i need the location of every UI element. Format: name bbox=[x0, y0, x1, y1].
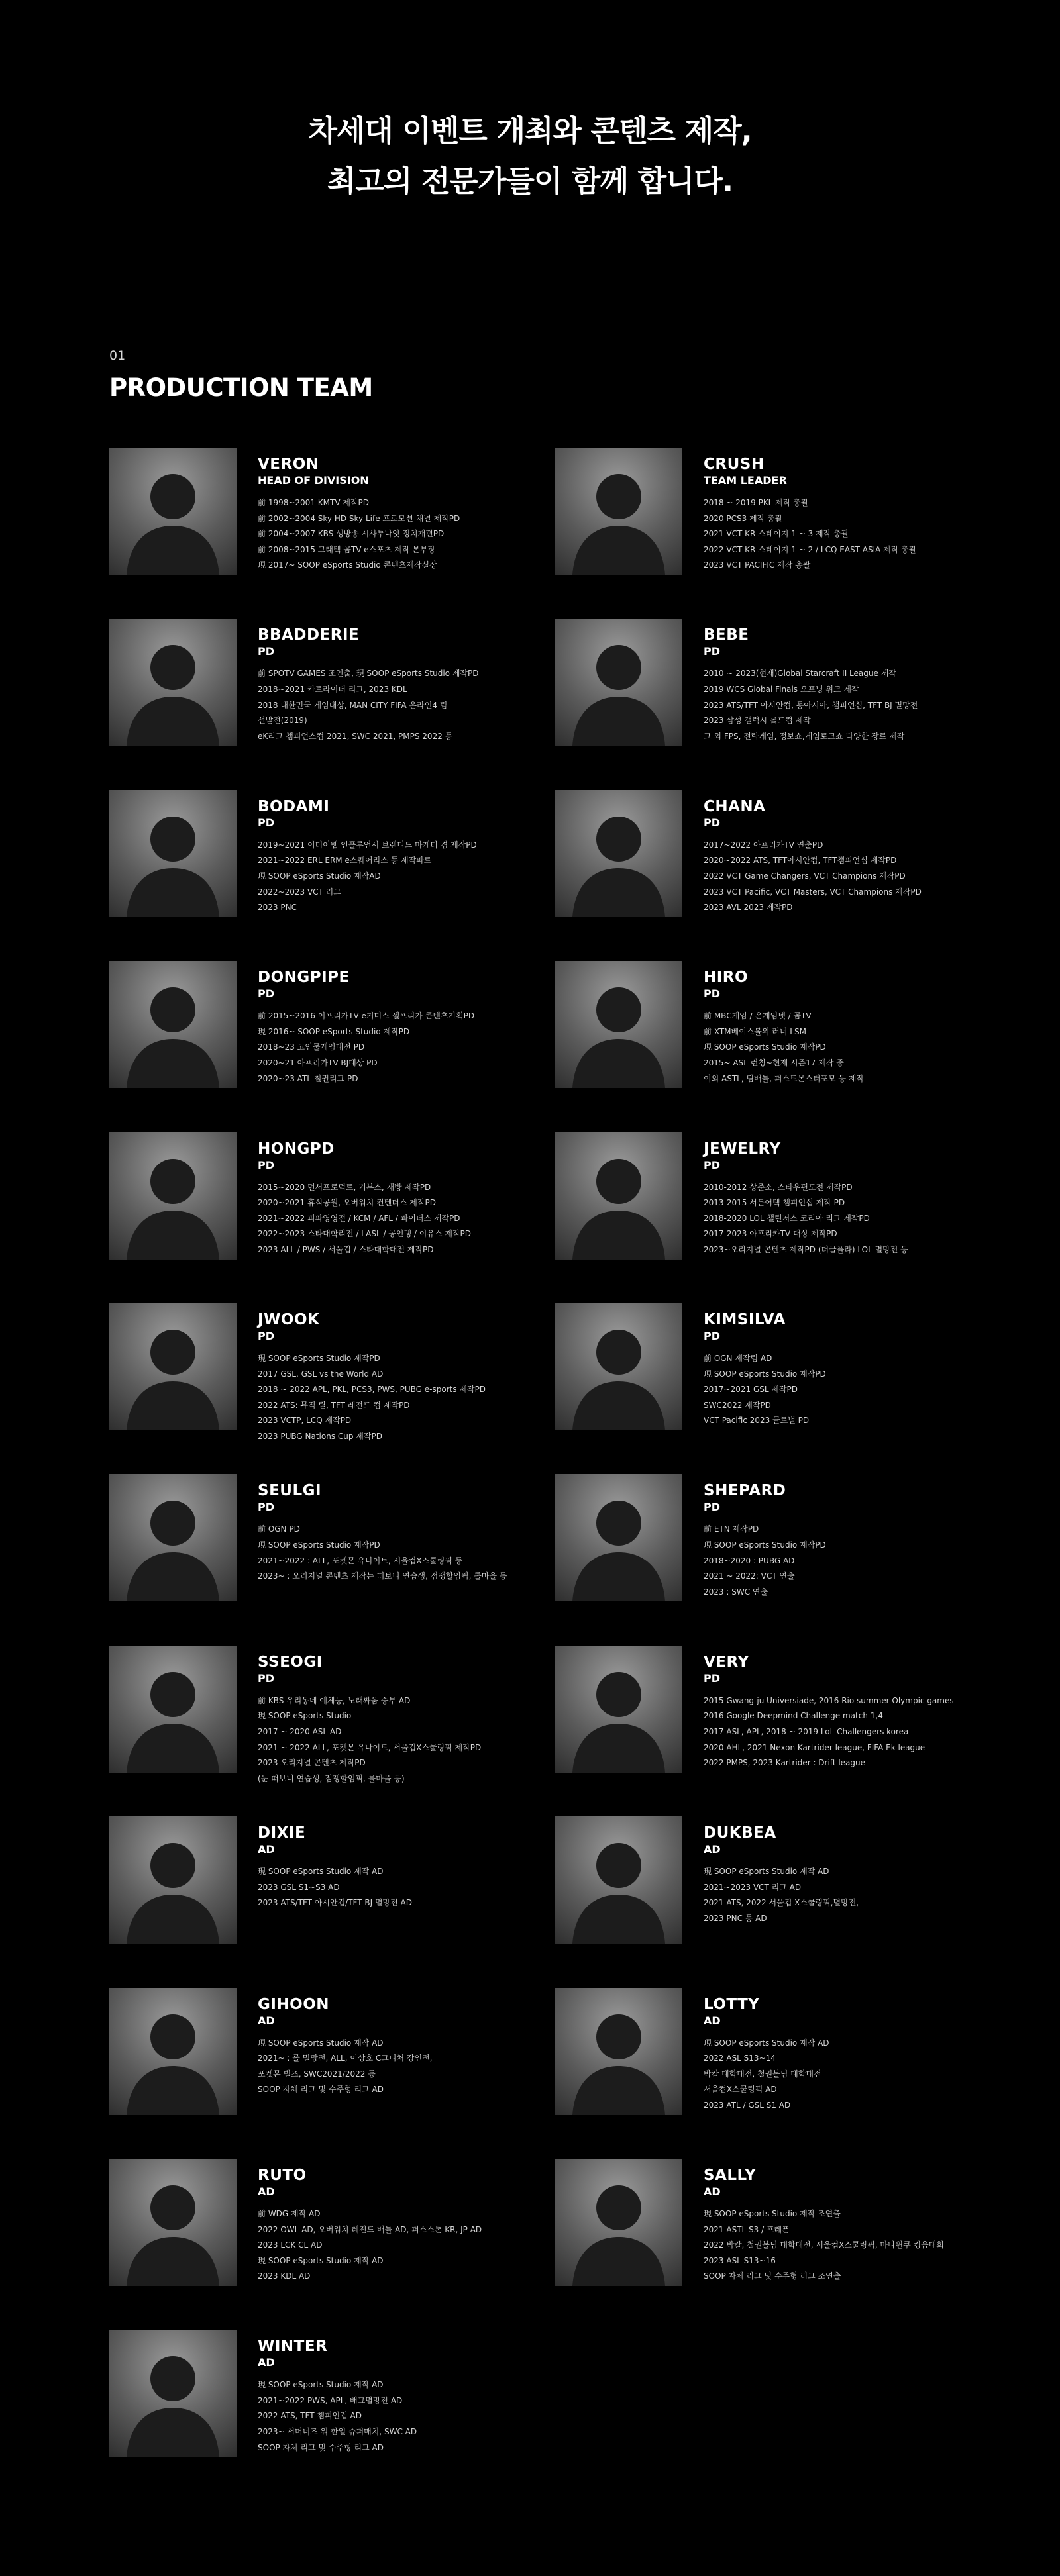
person-silhouette-icon bbox=[555, 2159, 682, 2286]
history-line: 2021 VCT KR 스테이지 1 ~ 3 제작 총괄 bbox=[704, 529, 849, 539]
history-line: 2017 GSL, GSL vs the World AD bbox=[258, 1369, 384, 1379]
member-photo bbox=[109, 1988, 237, 2115]
history-line: 2023 GSL S1~S3 AD bbox=[258, 1882, 340, 1892]
history-line: 2015~2020 던서프로덕트, 기부스, 재방 제작PD bbox=[258, 1182, 431, 1192]
member-history bbox=[704, 1864, 859, 1926]
member-card bbox=[109, 1816, 555, 1987]
history-line: 2022 ATS: 뮤직 릴, TFT 레전드 컵 제작PD bbox=[258, 1400, 410, 1410]
member-card bbox=[555, 1474, 964, 1645]
hero-line-2: 최고의 전문가들이 함께 합니다. bbox=[327, 164, 733, 199]
member-name: KIMSILVA bbox=[704, 1311, 786, 1328]
person-silhouette-icon bbox=[109, 1132, 237, 1260]
member-history bbox=[258, 2206, 482, 2285]
member-info bbox=[258, 1646, 481, 1787]
hero-heading bbox=[0, 106, 1060, 207]
history-line: 2019~2021 이더어웹 인플루언서 브랜디드 마케터 겸 제작PD bbox=[258, 840, 477, 850]
member-name: SALLY bbox=[704, 2166, 757, 2184]
member-history bbox=[704, 495, 916, 573]
history-line: SOOP 자체 리그 및 수주형 리그 조연출 bbox=[704, 2271, 841, 2281]
member-name: SSEOGI bbox=[258, 1653, 323, 1671]
member-card bbox=[109, 790, 555, 961]
person-silhouette-icon bbox=[109, 1816, 237, 1944]
history-line: 2017~2021 GSL 제작PD bbox=[704, 1385, 798, 1395]
history-line: 2023 ATL / GSL S1 AD bbox=[704, 2100, 791, 2110]
history-line: 前 MBC게임 / 온게임넷 / 곰TV bbox=[704, 1011, 812, 1021]
member-name: SEULGI bbox=[258, 1482, 322, 1500]
member-name: DUKBEA bbox=[704, 1824, 776, 1842]
history-line: 現 SOOP eSports Studio 제작 AD bbox=[704, 1867, 829, 1877]
history-line: 現 SOOP eSports Studio 제작PD bbox=[704, 1042, 826, 1052]
history-line: 前 KBS 우리동네 예체능, 노래싸움 승부 AD bbox=[258, 1695, 411, 1705]
history-line: 2022 VCT KR 스테이지 1 ~ 2 / LCQ EAST ASIA 제작 총괄 bbox=[704, 544, 917, 554]
history-line: eK리그 챔피언스컵 2021, SWC 2021, PMPS 2022 등 bbox=[258, 731, 453, 741]
member-photo bbox=[555, 448, 682, 575]
member-photo bbox=[109, 1303, 237, 1430]
person-silhouette-icon bbox=[109, 448, 237, 575]
history-line: 2023~ : 오리지널 콘텐츠 제작는 떠보니 연습생, 점쟁할임픽, 롤마을 등 bbox=[258, 1571, 507, 1581]
history-line: 前 2015~2016 이프리카TV e커머스 셀프리카 콘텐츠기획PD bbox=[258, 1011, 475, 1021]
history-line: 現 SOOP eSports Studio 제작 AD bbox=[258, 2380, 384, 2390]
member-role: PD bbox=[258, 987, 275, 1001]
member-role: PD bbox=[258, 1501, 275, 1514]
member-role: PD bbox=[704, 1501, 721, 1514]
history-line: 박칼 대학대전, 철권볼님 대학대전 bbox=[704, 2069, 822, 2079]
history-line: 2010-2012 상준소, 스타우편도전 제작PD bbox=[704, 1182, 853, 1192]
member-info bbox=[704, 448, 916, 573]
history-line: 2020 AHL, 2021 Nexon Kartrider league, FIFA Ek league bbox=[704, 1742, 926, 1752]
history-line: 2020~2022 ATS, TFT아시안컵, TFT챔피언십 제작PD bbox=[704, 856, 897, 866]
history-line: 現 SOOP eSports Studio 제작 AD bbox=[258, 2038, 384, 2048]
member-name: CRUSH bbox=[704, 456, 765, 473]
history-line: 前 2004~2007 KBS 생방송 시사투나잇 정치개편PD bbox=[258, 529, 445, 539]
member-name: VERON bbox=[258, 456, 319, 473]
member-photo bbox=[109, 2159, 237, 2286]
member-history bbox=[704, 2036, 829, 2114]
member-info bbox=[258, 2159, 482, 2285]
member-photo bbox=[555, 1816, 682, 1944]
history-line: 2023 PUBG Nations Cup 제작PD bbox=[258, 1431, 382, 1441]
member-history bbox=[258, 666, 478, 744]
member-card bbox=[555, 448, 964, 619]
history-line: (눈 떠보니 연습생, 점쟁할임픽, 롤마을 등) bbox=[258, 1773, 405, 1783]
member-history bbox=[258, 1864, 412, 1911]
member-name: DIXIE bbox=[258, 1824, 306, 1842]
member-card bbox=[555, 619, 964, 789]
history-line: 2021~2022 PWS, APL, 배그멸망전 AD bbox=[258, 2395, 403, 2405]
history-line: 이외 ASTL, 팀배틀, 퍼스트몬스터포모 등 제작 bbox=[704, 1073, 865, 1083]
member-role: PD bbox=[704, 645, 721, 658]
member-name: JEWELRY bbox=[704, 1140, 781, 1158]
member-info bbox=[258, 1816, 412, 1911]
member-history bbox=[258, 1009, 474, 1087]
person-silhouette-icon bbox=[555, 1988, 682, 2115]
history-line: 現 SOOP eSports Studio 제작 AD bbox=[258, 1867, 384, 1877]
history-line: 서울컵X스쿨링픽 AD bbox=[704, 2085, 777, 2095]
history-line: 現 2016~ SOOP eSports Studio 제작PD bbox=[258, 1026, 410, 1036]
member-photo bbox=[555, 1474, 682, 1601]
history-line: 2010 ~ 2023(현재)Global Starcraft II League 제작 bbox=[704, 669, 896, 679]
history-line: 2016 Google Deepmind Challenge match 1,4 bbox=[704, 1711, 883, 1721]
member-history bbox=[704, 1351, 826, 1429]
member-role: AD bbox=[258, 2014, 275, 2027]
person-silhouette-icon bbox=[555, 1646, 682, 1773]
member-info bbox=[704, 790, 922, 916]
member-card bbox=[109, 1474, 555, 1645]
history-line: 2023 오리지널 콘텐츠 제작PD bbox=[258, 1758, 366, 1768]
person-silhouette-icon bbox=[109, 2159, 237, 2286]
member-history bbox=[704, 1522, 826, 1600]
member-role: AD bbox=[704, 2185, 721, 2198]
history-line: 2020~2021 휴식공원, 오버워치 컨텐더스 제작PD bbox=[258, 1198, 436, 1208]
member-role: PD bbox=[704, 1671, 721, 1685]
member-info bbox=[258, 961, 474, 1087]
member-photo bbox=[555, 1646, 682, 1773]
person-silhouette-icon bbox=[109, 961, 237, 1088]
person-silhouette-icon bbox=[555, 1474, 682, 1601]
history-line: 現 SOOP eSports Studio 제작PD bbox=[704, 1540, 826, 1550]
member-card bbox=[555, 961, 964, 1132]
history-line: 2021 ATS, 2022 서울컵 X스쿨링픽,멸망전, bbox=[704, 1898, 859, 1908]
member-role: PD bbox=[258, 645, 275, 658]
member-card bbox=[109, 448, 555, 619]
member-role: AD bbox=[258, 1843, 275, 1856]
member-photo bbox=[555, 790, 682, 917]
member-info bbox=[258, 1132, 471, 1258]
member-card bbox=[109, 1132, 555, 1303]
member-history bbox=[704, 1009, 864, 1087]
member-photo bbox=[109, 619, 237, 746]
person-silhouette-icon bbox=[109, 1474, 237, 1601]
member-card bbox=[555, 1646, 964, 1816]
history-line: 2021~2022 ERL ERM e스퀘어리스 등 제작파트 bbox=[258, 856, 432, 866]
member-role: PD bbox=[704, 1329, 721, 1342]
member-name: VERY bbox=[704, 1653, 749, 1671]
history-line: 現 SOOP eSports Studio 제작 AD bbox=[258, 2255, 384, 2265]
history-line: 선발전(2019) bbox=[258, 716, 307, 726]
history-line: 2023 PNC 등 AD bbox=[704, 1913, 767, 1923]
member-card bbox=[555, 1816, 964, 1987]
member-info bbox=[704, 1988, 829, 2114]
member-info bbox=[704, 1303, 826, 1429]
history-line: 現 SOOP eSports Studio 제작 조연출 bbox=[704, 2208, 841, 2218]
member-info bbox=[258, 1988, 432, 2098]
history-line: 2018 ~ 2022 APL, PKL, PCS3, PWS, PUBG e-sports 제작PD bbox=[258, 1385, 486, 1395]
member-history bbox=[258, 1522, 507, 1584]
history-line: 2023 ASL S13~16 bbox=[704, 2255, 776, 2265]
history-line: 2021~2023 VCT 리그 AD bbox=[704, 1882, 802, 1892]
member-info bbox=[704, 1474, 826, 1600]
member-name: DONGPIPE bbox=[258, 969, 350, 987]
member-info bbox=[258, 1303, 486, 1445]
person-silhouette-icon bbox=[555, 619, 682, 746]
history-line: 2022~2023 스타대학리전 / LASL / 공인랭 / 이유스 제작PD bbox=[258, 1229, 472, 1239]
member-info bbox=[704, 1816, 859, 1926]
member-info bbox=[258, 1474, 507, 1584]
member-name: HIRO bbox=[704, 969, 749, 987]
person-silhouette-icon bbox=[555, 448, 682, 575]
history-line: 2021~2022 : ALL, 포켓몬 유나이트, 서울컵X스쿨링픽 등 bbox=[258, 1556, 463, 1565]
history-line: 2018 대한민국 게임대상, MAN CITY FIFA 온라인4 팀 bbox=[258, 700, 448, 710]
member-name: HONGPD bbox=[258, 1140, 335, 1158]
team-grid bbox=[109, 448, 964, 2501]
history-line: 2018 ~ 2019 PKL 제작 총괄 bbox=[704, 498, 809, 507]
member-role: AD bbox=[258, 2356, 275, 2369]
history-line: 2022 박칼, 철권볼님 대학대전, 서울컵X스쿨링픽, 마나윈쿠 킹윰대회 bbox=[704, 2240, 944, 2250]
history-line: 2023 VCT Pacific, VCT Masters, VCT Champions 제작PD bbox=[704, 887, 922, 897]
member-history bbox=[258, 1351, 486, 1445]
history-line: 前 ETN 제작PD bbox=[704, 1524, 759, 1534]
member-card bbox=[109, 1988, 555, 2159]
history-line: 2015~ ASL 런칭~현재 시즌17 제작 중 bbox=[704, 1058, 844, 1067]
person-silhouette-icon bbox=[555, 961, 682, 1088]
member-name: SHEPARD bbox=[704, 1482, 786, 1500]
history-line: 2015 Gwang-ju Universiade, 2016 Rio summer Olympic games bbox=[704, 1695, 954, 1705]
member-card bbox=[109, 2330, 555, 2501]
history-line: 前 2008~2015 그래텍 곰TV e스포츠 제작 본부장 bbox=[258, 544, 436, 554]
member-card bbox=[555, 1132, 964, 1303]
member-photo bbox=[109, 1132, 237, 1260]
member-photo bbox=[555, 1132, 682, 1260]
history-line: 2020~21 아프리카TV BJ대상 PD bbox=[258, 1058, 378, 1067]
history-line: 2020~23 ATL 철권리그 PD bbox=[258, 1073, 358, 1083]
history-line: 2023~오리지널 콘텐츠 제작PD (더글플라) LOL 멸망전 등 bbox=[704, 1244, 908, 1254]
member-history bbox=[258, 838, 477, 916]
member-name: JWOOK bbox=[258, 1311, 320, 1328]
member-photo bbox=[109, 1816, 237, 1944]
member-role: AD bbox=[258, 2185, 275, 2198]
history-line: 前 SPOTV GAMES 조연출, 現 SOOP eSports Studio 제작PD bbox=[258, 669, 479, 679]
history-line: SWC2022 제작PD bbox=[704, 1400, 771, 1410]
history-line: 2021 ~ 2022: VCT 연출 bbox=[704, 1571, 795, 1581]
member-card bbox=[109, 2159, 555, 2330]
history-line: 2023 ALL / PWS / 서울컵 / 스타대학대전 제작PD bbox=[258, 1244, 434, 1254]
member-name: BODAMI bbox=[258, 797, 330, 815]
member-card bbox=[555, 1303, 964, 1474]
member-history bbox=[704, 1180, 908, 1258]
member-name: WINTER bbox=[258, 2338, 328, 2355]
history-line: 2021 ~ 2022 ALL, 포켓몬 유나이트, 서울컵X스쿨링픽 제작PD bbox=[258, 1742, 482, 1752]
person-silhouette-icon bbox=[555, 1132, 682, 1260]
history-line: 그 외 FPS, 전략게임, 정보쇼,게임토크쇼 다양한 장르 제작 bbox=[704, 731, 905, 741]
member-name: CHANA bbox=[704, 797, 766, 815]
history-line: 2022 OWL AD, 오버워치 레전드 배틀 AD, 퍼스스톤 KR, JP AD bbox=[258, 2224, 482, 2234]
history-line: 2017 ASL, APL, 2018 ~ 2019 LoL Challengers korea bbox=[704, 1726, 909, 1736]
person-silhouette-icon bbox=[109, 619, 237, 746]
history-line: 前 OGN PD bbox=[258, 1524, 300, 1534]
member-photo bbox=[555, 1988, 682, 2115]
member-role: PD bbox=[258, 1329, 275, 1342]
history-line: 2017~2022 아프리카TV 연출PD bbox=[704, 840, 823, 850]
member-info bbox=[258, 2330, 417, 2455]
member-card bbox=[109, 1646, 555, 1816]
member-name: RUTO bbox=[258, 2166, 307, 2184]
member-photo bbox=[555, 1303, 682, 1430]
member-history bbox=[704, 838, 922, 916]
history-line: 前 XTM베이스볼위 러너 LSM bbox=[704, 1026, 806, 1036]
hero-line-1: 차세대 이벤트 개최와 콘텐츠 제작, bbox=[308, 113, 752, 148]
member-photo bbox=[109, 448, 237, 575]
history-line: 2020 PCS3 제작 총괄 bbox=[704, 513, 783, 523]
member-info bbox=[258, 619, 478, 744]
history-line: 2021~2022 피파영영전 / KCM / AFL / 파이더스 제작PD bbox=[258, 1213, 460, 1223]
member-info bbox=[258, 448, 460, 573]
member-name: GIHOON bbox=[258, 1995, 330, 2013]
history-line: SOOP 자체 리그 및 수주형 리그 AD bbox=[258, 2442, 384, 2452]
person-silhouette-icon bbox=[109, 1988, 237, 2115]
history-line: SOOP 자체 리그 및 수주형 리그 AD bbox=[258, 2085, 384, 2095]
history-line: 現 SOOP eSports Studio 제작PD bbox=[704, 1369, 826, 1379]
history-line: 現 SOOP eSports Studio bbox=[258, 1711, 352, 1721]
history-line: 2023 PNC bbox=[258, 903, 297, 913]
member-role: AD bbox=[704, 2014, 721, 2027]
history-line: 2017-2023 아프리카TV 대상 제작PD bbox=[704, 1229, 837, 1239]
member-info bbox=[704, 961, 864, 1087]
member-name: LOTTY bbox=[704, 1995, 760, 2013]
member-role: AD bbox=[704, 1843, 721, 1856]
member-photo bbox=[109, 790, 237, 917]
history-line: 2023 ATS/TFT 아시안컵/TFT BJ 멸망전 AD bbox=[258, 1898, 412, 1908]
person-silhouette-icon bbox=[555, 1303, 682, 1430]
history-line: VCT Pacific 2023 글로벌 PD bbox=[704, 1416, 810, 1426]
person-silhouette-icon bbox=[109, 2330, 237, 2457]
member-info bbox=[258, 790, 477, 916]
history-line: 前 1998~2001 KMTV 제작PD bbox=[258, 498, 369, 507]
member-info bbox=[704, 619, 918, 744]
member-photo bbox=[555, 961, 682, 1088]
history-line: 2013-2015 서든어택 챔피언십 제작 PD bbox=[704, 1198, 845, 1208]
history-line: 2022~2023 VCT 리그 bbox=[258, 887, 341, 897]
history-line: 2023 VCTP, LCQ 제작PD bbox=[258, 1416, 352, 1426]
history-line: 포켓몬 빌즈, SWC2021/2022 등 bbox=[258, 2069, 376, 2079]
member-card bbox=[555, 1988, 964, 2159]
person-silhouette-icon bbox=[109, 1646, 237, 1773]
member-name: BEBE bbox=[704, 626, 749, 644]
member-role: PD bbox=[704, 1158, 721, 1171]
member-photo bbox=[109, 2330, 237, 2457]
history-line: 2022 ATS, TFT 챔피언컵 AD bbox=[258, 2411, 362, 2421]
member-card bbox=[555, 790, 964, 961]
history-line: 2018~2021 카트라이더 리그, 2023 KDL bbox=[258, 684, 407, 694]
history-line: 前 WDG 제작 AD bbox=[258, 2208, 321, 2218]
member-history bbox=[704, 1693, 954, 1771]
history-line: 2022 ASL S13~14 bbox=[704, 2054, 776, 2063]
history-line: 2023 AVL 2023 제작PD bbox=[704, 903, 793, 913]
history-line: 2023 LCK CL AD bbox=[258, 2240, 323, 2250]
person-silhouette-icon bbox=[555, 1816, 682, 1944]
history-line: 2017 ~ 2020 ASL AD bbox=[258, 1726, 342, 1736]
member-role: PD bbox=[258, 1158, 275, 1171]
member-photo bbox=[555, 619, 682, 746]
member-card bbox=[109, 961, 555, 1132]
history-line: 現 SOOP eSports Studio 제작PD bbox=[258, 1540, 380, 1550]
history-line: 前 2002~2004 Sky HD Sky Life 프로모션 채널 제작PD bbox=[258, 513, 460, 523]
member-history bbox=[704, 2206, 944, 2285]
member-info bbox=[704, 2159, 944, 2285]
history-line: 2023 : SWC 연출 bbox=[704, 1587, 768, 1597]
history-line: 2021 ASTL S3 / 프레픈 bbox=[704, 2224, 790, 2234]
member-role: PD bbox=[258, 1671, 275, 1685]
member-history bbox=[258, 2377, 417, 2455]
history-line: 2018~23 고인물게임대전 PD bbox=[258, 1042, 365, 1052]
member-card bbox=[555, 2159, 964, 2330]
history-line: 2023~ 서머너즈 워 한일 슈퍼매치, SWC AD bbox=[258, 2427, 417, 2437]
member-photo bbox=[555, 2159, 682, 2286]
history-line: 2022 VCT Game Changers, VCT Champions 제작PD bbox=[704, 871, 906, 881]
member-history bbox=[258, 1693, 481, 1787]
history-line: 2021~ : 롤 멸망전, ALL, 이상호 C그니처 장인전, bbox=[258, 2054, 433, 2063]
member-history bbox=[258, 495, 460, 573]
person-silhouette-icon bbox=[109, 790, 237, 917]
history-line: 前 OGN 제작팀 AD bbox=[704, 1353, 772, 1363]
member-role: HEAD OF DIVISION bbox=[258, 474, 369, 487]
member-role: PD bbox=[704, 987, 721, 1001]
history-line: 現 SOOP eSports Studio 제작PD bbox=[258, 1353, 380, 1363]
member-card bbox=[109, 619, 555, 789]
member-role: PD bbox=[704, 816, 721, 829]
history-line: 2018~2020 : PUBG AD bbox=[704, 1556, 795, 1565]
history-line: 2023 ATS/TFT 아시안컵, 동아시아, 챔피언십, TFT BJ 멸망전 bbox=[704, 700, 918, 710]
history-line: 現 SOOP eSports Studio 제작 AD bbox=[704, 2038, 829, 2048]
member-photo bbox=[109, 1474, 237, 1601]
member-history bbox=[704, 666, 918, 744]
history-line: 2023 삼성 갤럭시 롤드컵 제작 bbox=[704, 716, 811, 726]
member-photo bbox=[109, 1646, 237, 1773]
section-number: 01 bbox=[109, 348, 126, 363]
member-info bbox=[704, 1646, 954, 1771]
member-role: PD bbox=[258, 816, 275, 829]
history-line: 2018-2020 LOL 챌린저스 코리아 리그 제작PD bbox=[704, 1213, 870, 1223]
person-silhouette-icon bbox=[555, 790, 682, 917]
history-line: 現 2017~ SOOP eSports Studio 콘텐츠제작실장 bbox=[258, 560, 437, 570]
person-silhouette-icon bbox=[109, 1303, 237, 1430]
member-card bbox=[109, 1303, 555, 1474]
member-role: TEAM LEADER bbox=[704, 474, 787, 487]
member-info bbox=[704, 1132, 908, 1258]
member-photo bbox=[109, 961, 237, 1088]
section-title: PRODUCTION TEAM bbox=[109, 373, 373, 402]
history-line: 2023 KDL AD bbox=[258, 2271, 311, 2281]
history-line: 2019 WCS Global Finals 오프닝 위크 제작 bbox=[704, 684, 859, 694]
member-history bbox=[258, 2036, 432, 2098]
member-history bbox=[258, 1180, 471, 1258]
history-line: 現 SOOP eSports Studio 제작AD bbox=[258, 871, 381, 881]
history-line: 2023 VCT PACIFIC 제작 총괄 bbox=[704, 560, 811, 570]
member-name: BBADDERIE bbox=[258, 626, 360, 644]
history-line: 2022 PMPS, 2023 Kartrider : Drift league bbox=[704, 1758, 866, 1768]
